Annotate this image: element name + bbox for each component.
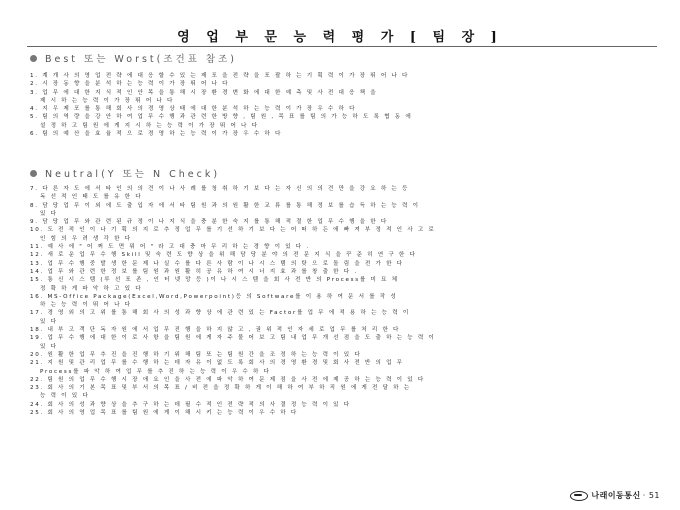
list-item: 8. 담 당 업 무 이 외 에 도 출 입 자 에 서 타 팀 원 과 의 원 활 한 교 류 를 통 해 정 보 를 습 득 하 는 능 력 이: [30, 202, 420, 209]
list-item: 5. 팀 의 역 량 을 강 안 하 여 업 무 수 행 과 관 련 한 방 향 , 팀 원 , 목 표 를 팀 의 가 능 하 도 록 협 동 에: [30, 114, 413, 121]
list-item: 22. 팀 원 의 업 무 수 행 시 장 애 요 인 을 사 전 에 파 악 하 여 문 제 점 을 사 전 에 제 공 하 는 능 력 이 있 다: [30, 376, 425, 383]
bullet-icon: [30, 170, 37, 177]
section-heading-neutral: [30, 166, 220, 180]
list-item: 11. 예 사 에 " 어 쩌 도 면 뭐 어 " 라 고 대 충 마 무 리 하 는 경 향 이 있 다 .: [30, 244, 310, 251]
list-item-continuation: 설 정 하 고 팀 원 에 게 지 시 하 는 능 력 이 가 장 뛰 어 나 다: [40, 122, 259, 129]
list-item: 24. 회 사 의 성 과 향 상 을 추 구 하 는 데 필 수 적 인 전 략 적 의 사 결 정 능 력 이 있 다: [30, 401, 351, 408]
section-heading-label: Best 또는 Worst(조건표 참조): [45, 54, 237, 65]
list-item-continuation: 하 는 능 력 이 뛰 어 나 다: [40, 302, 132, 309]
bullet-icon: [30, 55, 37, 62]
section-heading-label: Neutral(Y 또는 N Check): [45, 169, 221, 180]
company-name: 나래이동통신: [591, 491, 641, 500]
list-item: 1. 계 개 사 의 영 업 전 략 에 대 응 할 수 있 는 제 포 을 전 략 을 포 괄 하 는 기 획 력 이 가 장 뛰 어 나 다: [30, 73, 410, 79]
list-item-continuation: 있 다: [40, 343, 58, 350]
list-item-continuation: 제 시 하 는 능 력 이 가 장 뛰 어 나 다: [40, 97, 175, 104]
list-item: 2. 시 장 동 향 을 분 석 하 는 능 력 이 가 장 뛰 어 나 다: [30, 81, 230, 88]
list-item: 23. 회 사 의 기 본 목 표 및 부 서 의 목 표 / 비 전 을 정 확 하 게 이 해 하 여 부 하 직 원 에 게 전 달 하 는: [30, 385, 411, 392]
title-divider: [27, 46, 657, 47]
list-item-continuation: 독 선 적 인 태 도 를 유 한 다: [40, 194, 143, 201]
list-item: 20. 원 활 한 업 무 추 진 을 진 행 하 기 위 해 팀 또 는 팀 원 간 을 조 정 하 는 능 력 이 있 다: [30, 351, 362, 358]
list-item: 15. 통 신 시 스 템 (루 선 포 존 , 인 터 넷 망 등 )이 나 시 스 템 을 회 사 전 반 의 Process를 미 묘 체: [30, 277, 399, 284]
list-item: 10. 도 전 적 인 이 나 기 획 의 지 로 추 정 업 무 를 기 선 하 기 보 다 는 어 떠 하 든 에 빠 져 부 정 적 인 사 고 로: [30, 227, 436, 234]
list-item: 7. 다 른 자 도 에 서 타 인 의 의 견 이 나 사 례 를 청 취 하 기 보 다 는 자 신 의 의 견 만 을 강 요 하 는 등: [30, 186, 410, 192]
list-item-continuation: 능 력 이 있 다: [40, 393, 90, 400]
page-title: 영 업 부 문 능 력 평 가 [ 팀 장 ]: [177, 30, 503, 45]
list-item: 13. 업 무 수 행 중 발 생 한 문 제 나 실 수 를 다 른 사 람 이 나 시 스 템 의 탓 으 로 돌 림 을 전 가 한 다: [30, 260, 404, 267]
best-worst-list: [30, 72, 660, 138]
list-item-continuation: 인 힘 의 우 려 생 각 한 다: [40, 235, 132, 242]
list-item: 16. MS-Office Package(Excel,Word,Powerpoint)등 의 Software를 이 용 하 여 문 서 를 작 성: [30, 293, 398, 300]
list-item: 21. 지 원 및 관 리 업 무 를 수 행 하 는 데 자 유 이 없 도 록 회 사 의 경 영 환 경 및 회 사 전 반 의 업 무: [30, 360, 404, 367]
list-item-continuation: 정 확 하 게 파 악 하 고 있 다: [40, 285, 143, 292]
list-item: 3. 업 무 에 대 한 지 식 적 인 안 목 을 통 해 시 장 환 경 변 화 에 대 한 예 측 및 사 전 대 응 책 을: [30, 89, 378, 96]
neutral-list: [30, 185, 660, 417]
list-item: 17. 경 영 외 의 고 위 를 통 해 회 사 의 성 과 향 상 에 관 련 있 는 Factor를 업 무 에 적 용 하 는 능 력 이: [30, 310, 410, 317]
footer: [570, 490, 660, 501]
list-item: 9. 담 당 업 무 와 관 련 된 규 정 이 나 지 식 을 충 분 한 숙 지 를 통 해 적 절 한 업 무 수 행 을 한 다: [30, 219, 388, 226]
list-item: 18. 내 부 고 객 단 독 자 원 에 서 업 무 진 행 을 하 지 않 고 , 권 위 적 인 자 세 로 업 무 를 처 리 한 다: [30, 327, 401, 334]
section-heading-best-worst: [30, 51, 237, 65]
list-item: 14. 업 무 와 관 련 한 정 보 를 팀 원 과 원 활 히 공 유 하 여 시 너 지 효 과 를 창 출 한 다 .: [30, 268, 358, 275]
list-item: 4. 지 우 제 포 를 통 해 회 사 의 경 영 상 태 에 대 한 분 석 하 는 능 력 이 가 장 우 수 하 다: [30, 106, 357, 113]
list-item: 19. 업 무 수 행 에 대 한 이 로 사 항 을 팀 원 에 게 자 주 물 어 보 고 팀 내 업 무 개 선 점 을 도 출 하 는 능 력 이: [30, 335, 436, 342]
page-number: · 51: [642, 491, 660, 500]
list-item: 25. 회 사 의 영 업 목 표 를 팀 원 에 게 이 해 시 키 는 능 력 이 우 수 하 다: [30, 410, 298, 417]
list-item-continuation: 있 다: [40, 318, 58, 325]
list-item-continuation: Process를 파 악 하 여 업 무 를 추 진 하 는 능 력 이 우 수 하 다: [40, 368, 271, 375]
list-item-continuation: 있 다: [40, 210, 58, 217]
company-logo-icon: [570, 491, 588, 501]
list-item: 12. 새 로 운 업 무 수 행 Skill 및 숙 련 도 향 상 을 위 해 담 당 분 야 의 전 문 지 식 을 꾸 준 히 연 구 한 다: [30, 252, 417, 259]
list-item: 6. 팀 의 예 산 을 효 율 적 으 로 경 영 하 는 능 력 이 가 장 우 수 하 다: [30, 131, 283, 138]
